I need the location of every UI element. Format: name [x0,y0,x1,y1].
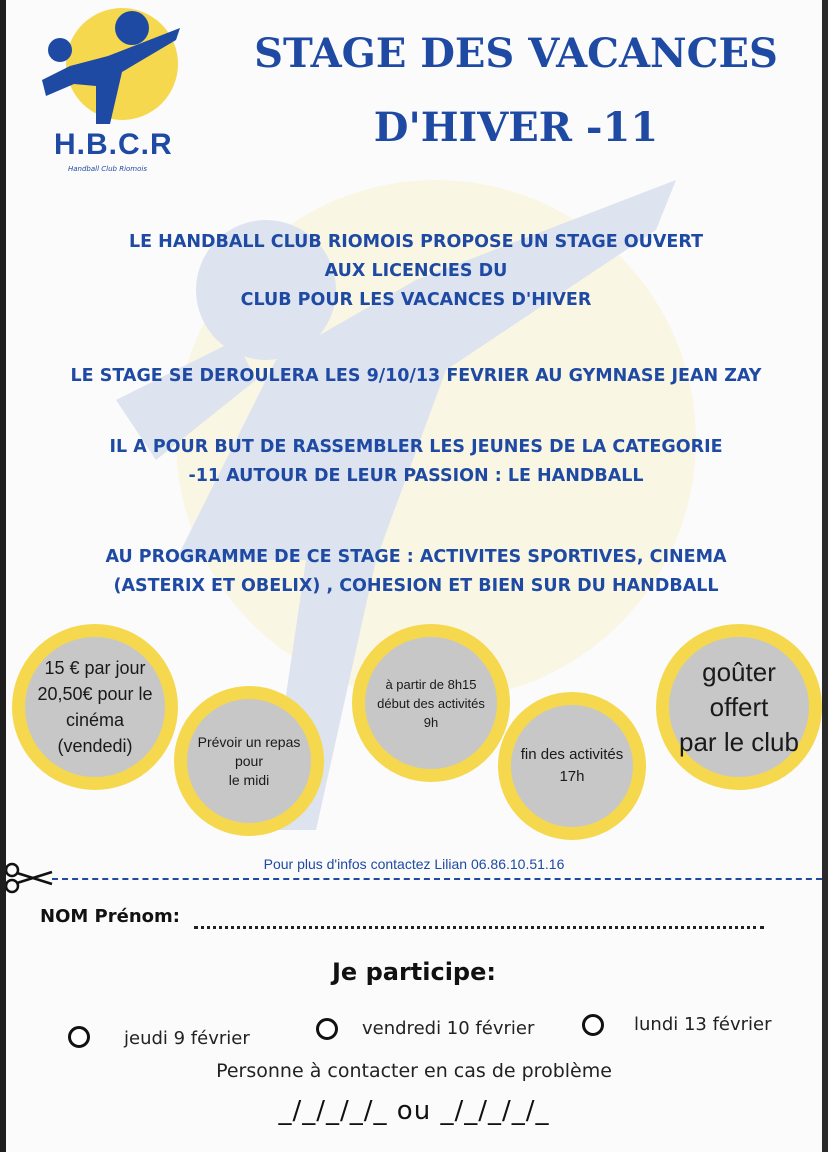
option-monday-label: lundi 13 février [634,1014,772,1035]
flyer-page [6,0,822,1152]
circle-text: 15 € par jour [44,658,146,678]
text-line: AU PROGRAMME DE CE STAGE : ACTIVITES SPORTIVES, CINEMA [105,547,727,567]
logo-text: H.B.C.R [54,128,173,161]
meal-circle [174,686,324,836]
goal-paragraph [26,433,806,491]
text-line: (ASTERIX ET OBELIX) , COHESION ET BIEN SUR DU HANDBALL [113,576,719,596]
snack-circle [656,624,822,790]
dates-paragraph [26,362,806,391]
circle-text: par le club [679,726,799,757]
page-title-line1: STAGE DES VACANCES [254,30,778,77]
circle-text: 20,50€ pour le [37,684,153,704]
price-circle [12,624,178,790]
option-thursday-label: jeudi 9 février [124,1028,250,1049]
circle-text: le midi [228,771,270,788]
text-line: CLUB POUR LES VACANCES D'HIVER [240,290,592,310]
participate-heading: Je participe: [332,958,496,986]
contact-info: Pour plus d'infos contactez Lilian 06.86.10.51.16 [263,856,565,872]
option-friday-radio[interactable] [316,1018,338,1040]
text-line: IL A POUR BUT DE RASSEMBLER LES JEUNES DE LA CATEGORIE [109,437,723,457]
intro-paragraph [26,228,806,315]
emergency-contact-label: Personne à contacter en cas de problème [216,1060,612,1082]
circle-text: cinéma [65,710,125,730]
end-time-circle [498,692,646,840]
circle-text: 17h [559,768,585,785]
circle-text: 9h [423,714,439,730]
text-line: -11 AUTOUR DE LEUR PASSION : LE HANDBALL [188,466,644,486]
cut-line [52,878,822,880]
circle-text: fin des activités [520,746,624,763]
text-line: LE HANDBALL CLUB RIOMOIS PROPOSE UN STAGE OUVERT [128,232,704,252]
option-monday-radio[interactable] [582,1014,604,1036]
logo-subtitle: Handball Club Riomois [68,165,148,173]
circle-text: pour [234,752,264,769]
option-thursday-radio[interactable] [68,1026,90,1048]
circle-text: Prévoir un repas [197,733,301,750]
right-edge [822,0,828,1152]
circle-text: à partir de 8h15 [385,676,477,692]
circle-text: (vendedi) [57,736,133,756]
option-friday-label: vendredi 10 février [362,1018,535,1039]
circle-text: goûter [702,656,776,687]
name-label: NOM Prénom: [40,906,180,927]
circle-text: début des activités [377,695,485,711]
text-line: AUX LICENCIES DU [324,261,508,281]
start-time-circle [352,624,510,782]
circle-text: offert [709,691,769,722]
page-title-line2: D'HIVER -11 [373,104,659,151]
name-field[interactable] [194,916,764,929]
program-paragraph [26,543,806,601]
text-line: LE STAGE SE DEROULERA LES 9/10/13 FEVRIER AU GYMNASE JEAN ZAY [70,366,762,386]
phone-blanks[interactable]: _/_/_/_/_ ou _/_/_/_/_ [278,1096,550,1126]
scissors-icon [6,862,54,894]
